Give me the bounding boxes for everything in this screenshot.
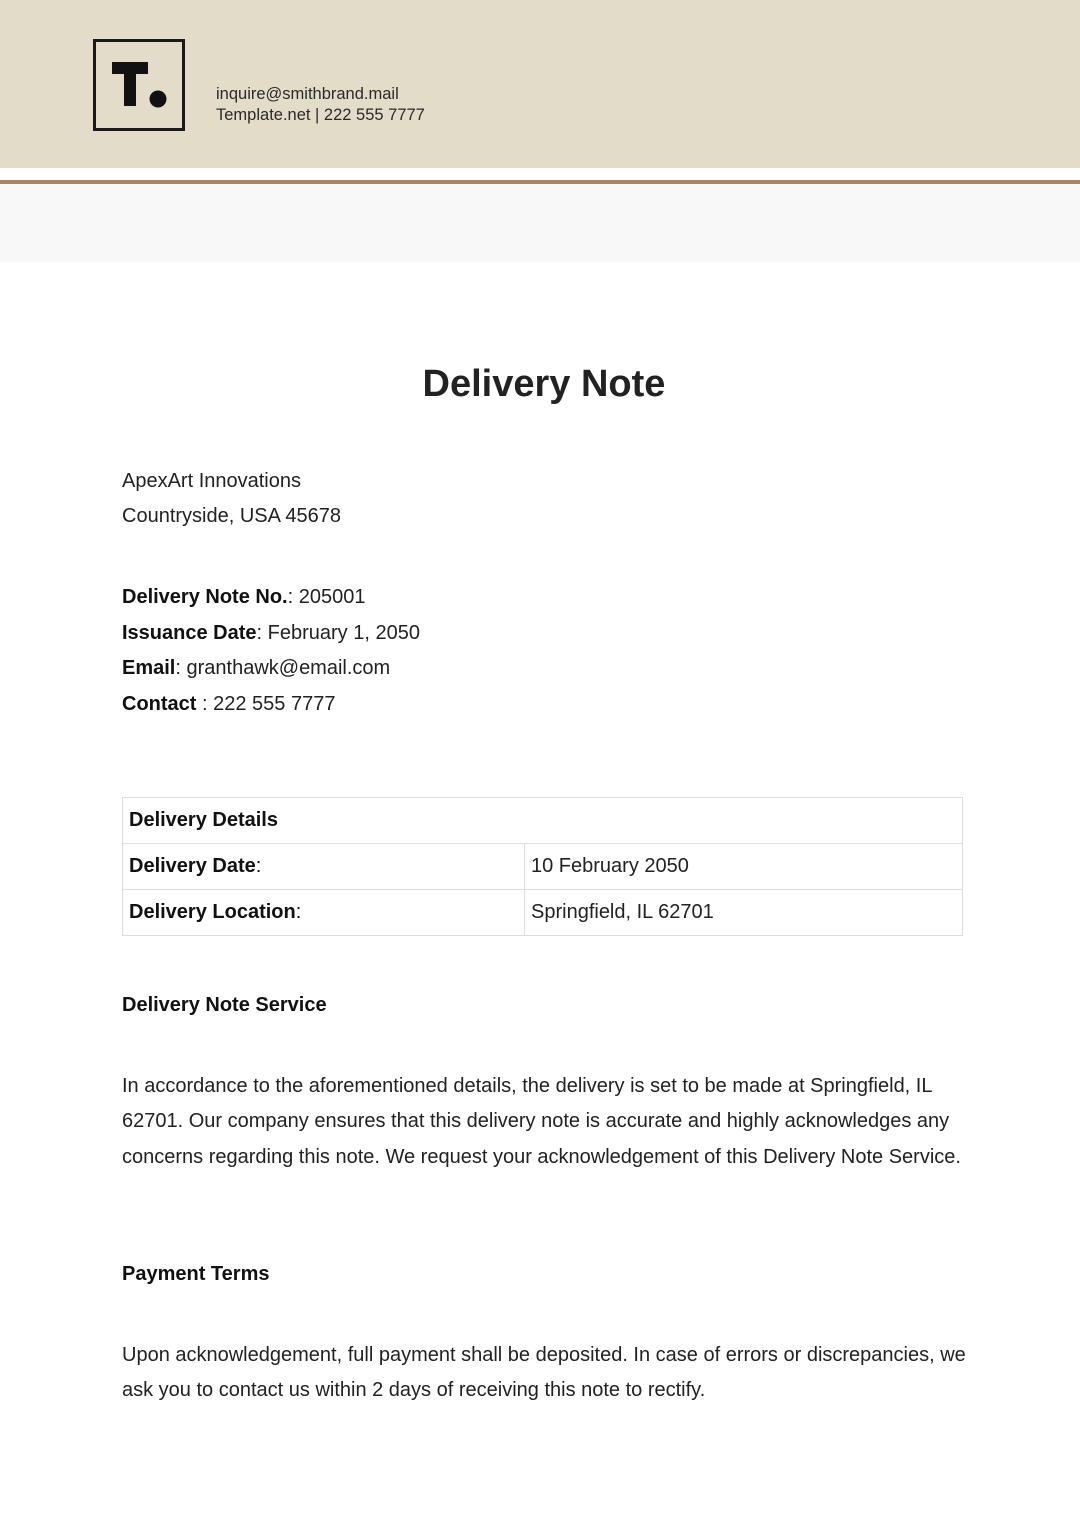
payment-heading: Payment Terms (122, 1263, 270, 1285)
meta-contact-value: 222 555 7777 (213, 692, 336, 715)
table-header-row (123, 798, 963, 844)
meta-email: Email: granthawk@email.com (122, 657, 391, 679)
meta-note-no-label: Delivery Note No. (122, 586, 288, 608)
table-row (123, 890, 963, 936)
delivery-date-label: Delivery Date: (123, 844, 525, 890)
rule-gap (0, 168, 1080, 180)
delivery-date-value: 10 February 2050 (525, 844, 963, 890)
table-row (123, 844, 963, 890)
meta-contact: Contact : 222 555 7777 (122, 692, 336, 715)
header-email: inquire@smithbrand.mail (216, 85, 399, 103)
meta-note-no: Delivery Note No.: 205001 (122, 586, 366, 608)
delivery-location-label-text: Delivery Location (129, 901, 296, 923)
header-contact (216, 84, 425, 126)
meta-email-label: Email (122, 657, 176, 679)
logo-mark-icon (112, 62, 168, 112)
delivery-location-label: Delivery Location: (123, 890, 525, 936)
payment-body: Upon acknowledgement, full payment shall be deposited. In case of errors or discrepancies, we ask you to contact us within 2 days of receiving this note to rectify. (122, 1344, 966, 1402)
meta-issuance-label: Issuance Date (122, 621, 257, 644)
table-heading: Delivery Details (123, 798, 963, 844)
meta-issuance: Issuance Date: February 1, 2050 (122, 621, 420, 644)
sender-location: Countryside, USA 45678 (122, 505, 342, 527)
meta-contact-label: Contact (122, 692, 202, 715)
note-meta (122, 580, 420, 722)
delivery-location-value: Springfield, IL 62701 (525, 890, 963, 936)
delivery-date-label-text: Delivery Date (129, 855, 256, 877)
subheader-band (0, 184, 1080, 262)
sender-company: ApexArt Innovations (122, 470, 301, 492)
page-title: Delivery Note (422, 363, 666, 405)
meta-note-no-value: 205001 (298, 586, 366, 608)
header-site-phone: Template.net | 222 555 7777 (216, 106, 425, 124)
meta-email-value: granthawk@email.com (186, 657, 391, 679)
service-body: In accordance to the aforementioned details, the delivery is set to be made at Springfield, IL 62701. Our company ensures that this delivery note is accurate and highly acknowledges any concerns regarding this note. We request your acknowledgement of this Delivery Note Service. (122, 1075, 961, 1168)
meta-issuance-value: February 1, 2050 (267, 621, 420, 644)
header-band (0, 0, 1080, 168)
sender-address (122, 464, 341, 534)
service-heading: Delivery Note Service (122, 994, 327, 1016)
delivery-details-table (122, 797, 963, 936)
brand-logo (93, 39, 185, 131)
